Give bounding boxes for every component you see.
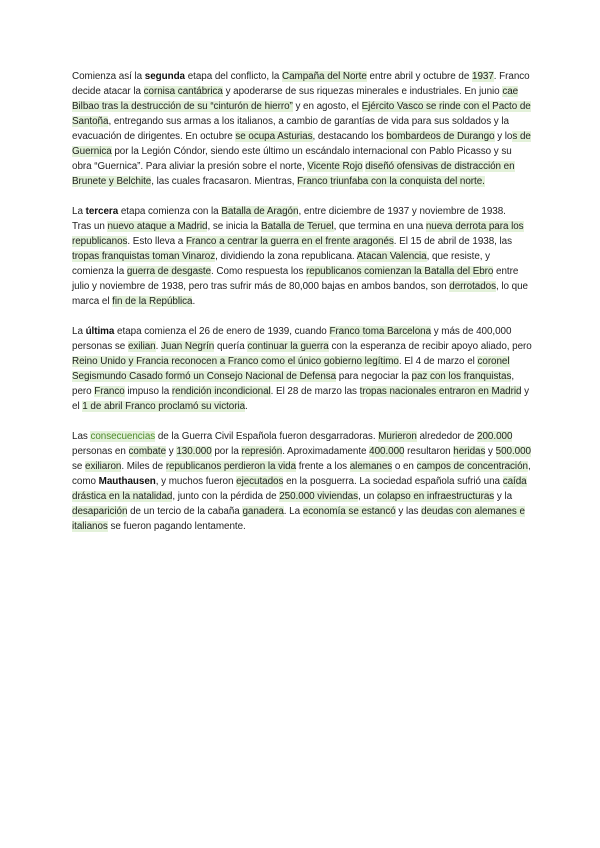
highlighted-text: rendición incondicional [171,386,271,397]
highlighted-text: diseñó ofensivas de distracción en Brunete y Belchite [72,161,515,187]
highlighted-text: Reino Unido y Francia reconocen a Franco como el único gobierno legítimo [72,356,399,367]
text-run: Comienza así la [72,71,145,82]
text-run: y más de 400,000 personas se [72,326,512,352]
highlighted-text: republicanos perdieron la vida [165,461,297,472]
bold-keyword: tercera [85,206,119,217]
text-run: etapa comienza con la [118,206,222,217]
text-run: , destacando los [312,131,387,142]
text-run: , se inicia la [207,221,262,232]
text-run: por la Legión Cóndor, siendo este último un escándalo internacional con Pablo Picasso y su obra “Guernica”. Para aliviar la presión sobre el norte, [72,146,512,172]
highlighted-text: Murieron [378,431,417,442]
text-run: impuso la [124,386,172,397]
highlighted-text: coronel Segismundo Casado formó un Consejo Nacional de Defensa [72,356,510,382]
highlighted-text: combate [128,446,167,457]
text-run: y [166,446,177,457]
text-run: y en agosto, el [292,101,362,112]
text-run: . [155,341,161,352]
text-run: o en [392,461,417,472]
highlighted-text: desaparición [72,506,128,517]
text-run: , y muchos fueron [155,476,237,487]
text-run: La [72,326,86,337]
paragraph-last-stage [72,324,532,414]
highlighted-text: Franco triunfaba con la conquista del norte. [297,176,485,187]
highlighted-text: 130.000 [176,446,212,457]
text-run: para negociar la [336,371,412,382]
highlighted-text: heridas [453,446,486,457]
highlighted-text: bombardeos de Durango [386,131,495,142]
text-run: , pero [72,371,515,397]
document-body [72,69,532,549]
text-run: , junto con la pérdida de [172,491,280,502]
text-run: . El 15 de abril de 1938, las [393,236,513,247]
highlighted-text: 250.000 viviendas [279,491,358,502]
text-run: y [485,446,496,457]
text-run: , un [358,491,377,502]
highlighted-text: derrotados [449,281,496,292]
highlighted-text: s de Guernica [72,131,531,157]
highlighted-text: represión [241,446,283,457]
highlighted-text: Franco toma Barcelona [329,326,432,337]
highlighted-text: 500.000 [495,446,531,457]
text-run: . La [283,506,303,517]
highlighted-text: 1937 [472,71,494,82]
text-run: Las [72,431,91,442]
text-run: Tras un [72,221,108,232]
highlighted-text: paz con los franquistas [411,371,512,382]
highlighted-text: Juan Negrín [161,341,215,352]
text-run: y lo [494,131,513,142]
text-run: por la [211,446,242,457]
bold-keyword: última [85,326,115,337]
highlighted-text: cae Bilbao tras la destrucción de su “cinturón de hierro” [72,86,519,112]
highlighted-text: deudas con alemanes e italianos [72,506,525,532]
highlighted-text: ejecutados [236,476,284,487]
text-run: y las [395,506,422,517]
text-run: . [192,296,196,307]
text-run: y el [72,386,530,412]
highlighted-text: tropas franquistas toman Vinaroz [72,251,216,262]
text-run: resultaron [404,446,454,457]
highlighted-text: cornisa cantábrica [143,86,223,97]
highlighted-text: exilian [127,341,156,352]
text-run: etapa del conflicto, la [185,71,283,82]
text-run: , que termina en una [333,221,426,232]
highlighted-text: 200.000 [477,431,513,442]
text-run: de un tercio de la cabaña [127,506,243,517]
text-run: , como [72,461,531,487]
text-run: etapa comienza el 26 de enero de 1939, cuando [114,326,330,337]
highlighted-text: exiliaron [85,461,122,472]
text-run: alrededor de [416,431,478,442]
text-run: , lo que marca el [72,281,528,307]
highlighted-text: colapso en infraestructuras [376,491,495,502]
text-run: entre abril y octubre de [366,71,473,82]
highlighted-text: campos de concentración [416,461,528,472]
highlighted-text: consecuencias [90,431,156,442]
text-run: en la posguerra. La sociedad española sufrió una [283,476,503,487]
text-run: . El 28 de marzo las [270,386,360,397]
text-run: quería [214,341,248,352]
bold-keyword: segunda [144,71,186,82]
paragraph-second-stage [72,69,532,189]
highlighted-text: Campaña del Norte [282,71,367,82]
text-run: . Aproximadamente [282,446,370,457]
text-run: , dividiendo la zona republicana. [215,251,357,262]
text-run: entre julio y noviembre de 1938, pero tras sufrir más de 80,000 bajas en ambos bandos, son [72,266,519,292]
text-run: . Como respuesta los [211,266,307,277]
highlighted-text: nuevo ataque a Madrid [107,221,208,232]
highlighted-text: republicanos comienzan la Batalla del Ebro [306,266,494,277]
highlighted-text: Batalla de Aragón [221,206,299,217]
text-run: . Miles de [121,461,166,472]
highlighted-text: Vicente Rojo [307,161,363,172]
text-run: , entre diciembre de 1937 y noviembre de 1938. [298,206,506,217]
highlighted-text: guerra de desgaste [126,266,212,277]
text-run: La [72,206,86,217]
bold-keyword: Mauthausen [98,476,156,487]
text-run: . Esto lleva a [127,236,186,247]
text-run: con la esperanza de recibir apoyo aliado, pero [328,341,532,352]
text-run: se [72,461,86,472]
highlighted-text: alemanes [349,461,393,472]
highlighted-text: 400.000 [369,446,405,457]
highlighted-text: nueva derrota para los republicanos [72,221,524,247]
highlighted-text: tropas nacionales entraron en Madrid [359,386,522,397]
highlighted-text: Franco [94,386,125,397]
text-run: personas en [72,446,129,457]
highlighted-text: se ocupa Asturias [235,131,313,142]
text-run: y la [494,491,513,502]
highlighted-text: 1 de abril Franco proclamó su victoria [82,401,246,412]
highlighted-text: Franco a centrar la guerra en el frente aragonés [185,236,394,247]
paragraph-third-stage [72,204,532,309]
text-run: . El 4 de marzo el [398,356,478,367]
highlighted-text: Atacan Valencia [356,251,427,262]
text-run: . [245,401,248,412]
highlighted-text: continuar la guerra [247,341,329,352]
text-run: de la Guerra Civil Española fueron desgarradoras. [155,431,379,442]
highlighted-text: Ejército Vasco se rinde con el Pacto de Santoña [72,101,531,127]
text-run: se fueron pagando lentamente. [107,521,246,532]
text-run: . Franco decide atacar la [72,71,530,97]
text-run: , entregando sus armas a los italianos, a cambio de garantías de vida para sus soldados y la evacuación de dirigentes. En octubre [72,116,509,142]
text-run: , que resiste, y comienza la [72,251,491,277]
highlighted-text: fin de la República [112,296,193,307]
highlighted-text: ganadera [242,506,284,517]
paragraph-consequences [72,429,532,534]
text-run: y apoderarse de sus riquezas minerales e industriales. En junio [222,86,503,97]
text-run: frente a los [296,461,350,472]
highlighted-text: economía se estancó [302,506,396,517]
text-run: , las cuales fracasaron. Mientras, [151,176,298,187]
highlighted-text: Batalla de Teruel [261,221,334,232]
highlighted-text: caída drástica en la natalidad [72,476,527,502]
